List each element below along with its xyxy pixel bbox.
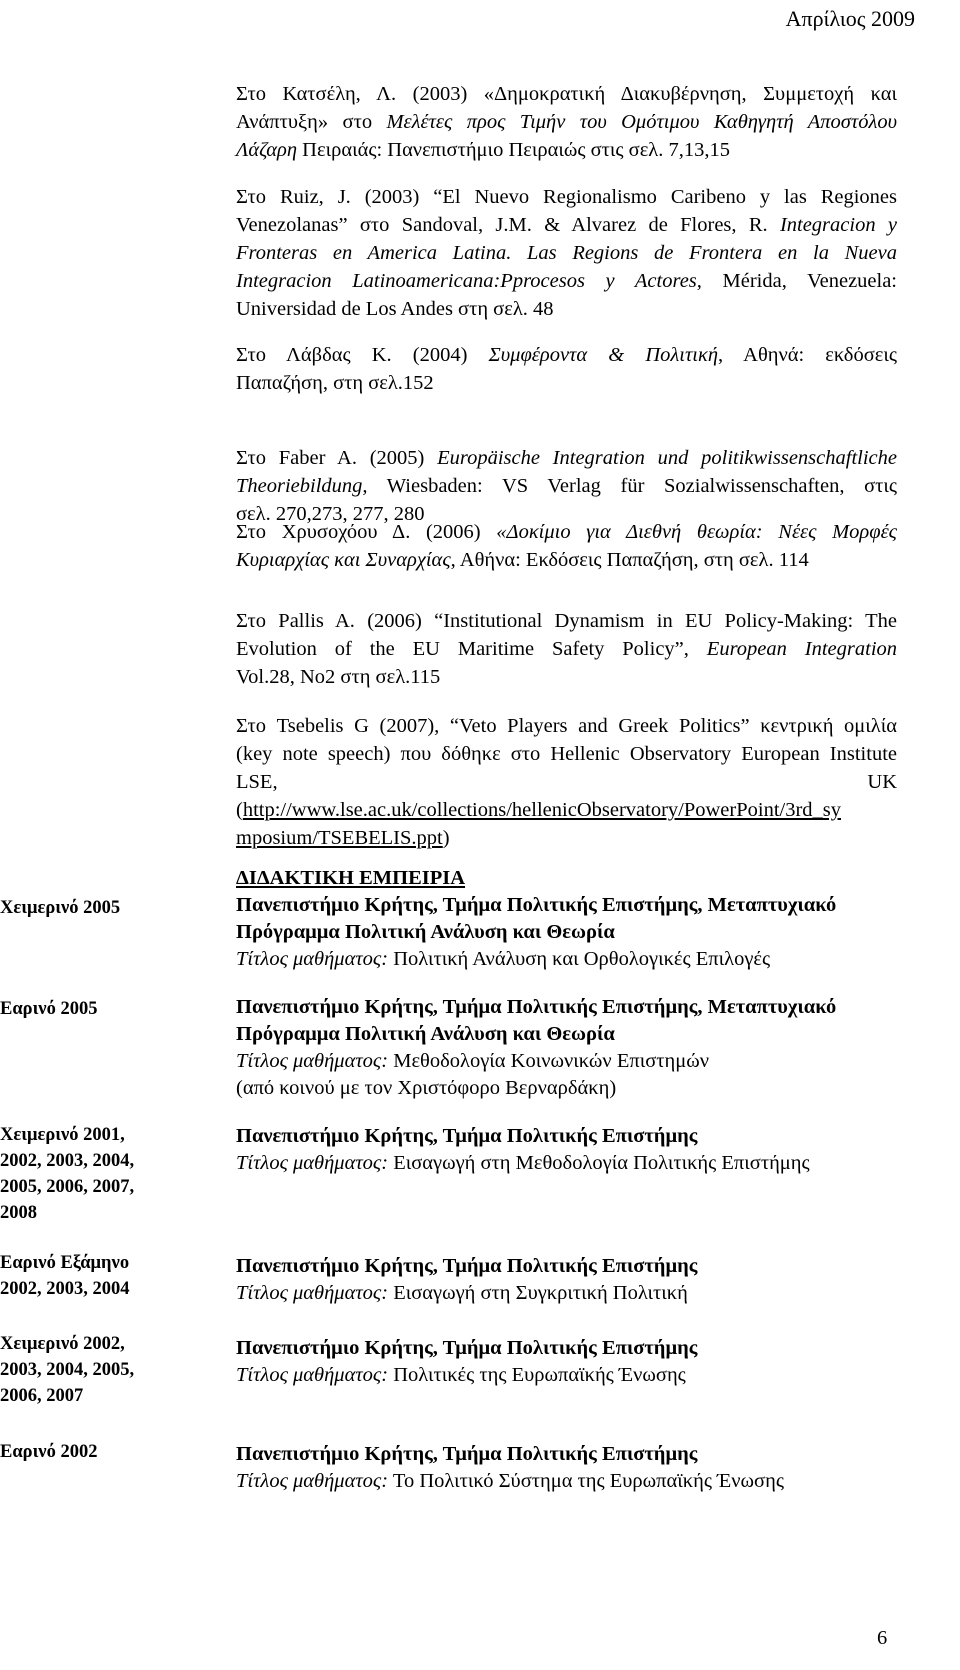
publication-line bbox=[236, 80, 897, 108]
publication-7 bbox=[236, 712, 897, 852]
page-number: 6 bbox=[877, 1627, 888, 1649]
reference-link[interactable]: http://www.lse.ac.uk/collections/hellenicObservatory/PowerPoint/3rd_sy bbox=[242, 799, 842, 821]
text-segment: Παπαζήση, στη σελ.152 bbox=[236, 372, 434, 394]
text-segment: (key note speech) που δόθηκε στο Hellenic Observatory European Institute bbox=[236, 743, 897, 765]
course-title: Μεθοδολογία Κοινωνικών Επιστημών bbox=[393, 1050, 709, 1072]
text-segment: Στο Λάβδας Κ. (2004) bbox=[236, 344, 489, 366]
term-line: 2008 bbox=[0, 1203, 37, 1223]
text-segment: Theoriebildung, bbox=[236, 475, 368, 497]
term-label bbox=[0, 895, 200, 921]
course-line bbox=[236, 1362, 697, 1389]
text-segment: Στο Pallis A. (2006) “Institutional Dynamism in EU Policy-Making: The bbox=[236, 610, 897, 632]
text-segment: Integracion Latinoamericana:Pprocesos y Actores, bbox=[236, 270, 702, 292]
term-line: Χειμερινό 2002, bbox=[0, 1334, 125, 1354]
term-line: 2002, 2003, 2004 bbox=[0, 1279, 130, 1299]
publication-line bbox=[236, 635, 897, 663]
publication-5 bbox=[236, 518, 897, 574]
course-details bbox=[236, 1123, 810, 1177]
publication-line bbox=[236, 444, 897, 472]
term-line: Χειμερινό 2005 bbox=[0, 898, 121, 918]
publication-line bbox=[236, 768, 897, 796]
text-segment: LSE, UK bbox=[236, 771, 897, 793]
text-segment: European Integration bbox=[706, 638, 898, 660]
course-line bbox=[236, 1075, 836, 1102]
publication-6 bbox=[236, 607, 897, 691]
text-segment: Wiesbaden: VS Verlag für Sozialwissenschaften, στις bbox=[367, 475, 897, 497]
publication-line bbox=[236, 796, 897, 824]
term-label bbox=[0, 1250, 200, 1302]
course-details bbox=[236, 994, 836, 1102]
publication-line bbox=[236, 740, 897, 768]
text-segment: , Αθήνα: Εκδόσεις Παπαζήση, στη σελ. 114 bbox=[450, 549, 809, 571]
institution-line: Πρόγραμμα Πολιτική Ανάλυση και Θεωρία bbox=[236, 921, 615, 943]
term-line: Εαρινό 2002 bbox=[0, 1442, 98, 1462]
publication-line bbox=[236, 472, 897, 500]
term-line: Εαρινό Εξάμηνο bbox=[0, 1253, 130, 1273]
text-segment: Venezolanas” στο Sandoval, J.M. & Alvarez de Flores, R. bbox=[236, 214, 780, 236]
term-line: 2003, 2004, 2005, bbox=[0, 1360, 135, 1380]
publication-2 bbox=[236, 183, 897, 323]
term-label bbox=[0, 1331, 200, 1409]
publication-line bbox=[236, 607, 897, 635]
course-title: (από κοινού με τον Χριστόφορο Βερναρδάκη) bbox=[236, 1077, 617, 1099]
course-title-prefix: Τίτλος μαθήματος: bbox=[236, 1050, 389, 1072]
text-segment: Στο Faber A. (2005) bbox=[236, 447, 438, 469]
text-segment: Vol.28, No2 στη σελ.115 bbox=[236, 666, 441, 688]
term-label bbox=[0, 1122, 200, 1226]
text-segment: Συμφέροντα & Πολιτική bbox=[488, 344, 719, 366]
publication-3 bbox=[236, 341, 897, 397]
course-title-prefix: Τίτλος μαθήματος: bbox=[236, 1470, 389, 1492]
text-segment: Στο Ruiz, J. (2003) “El Nuevo Regionalismo Caribeno y las Regiones bbox=[236, 186, 897, 208]
course-title: Εισαγωγή στη Μεθοδολογία Πολιτικής Επιστήμης bbox=[393, 1152, 810, 1174]
text-segment: Κυριαρχίας και Συναρχίας bbox=[236, 549, 451, 571]
header-date: Απρίλιος 2009 bbox=[785, 6, 915, 31]
term-line: 2002, 2003, 2004, bbox=[0, 1151, 135, 1171]
text-segment: Mérida, Venezuela: bbox=[701, 270, 898, 292]
text-segment: Europäische Integration und politikwissenschaftliche bbox=[437, 447, 897, 469]
publication-line bbox=[236, 183, 897, 211]
institution-line: Πανεπιστήμιο Κρήτης, Τμήμα Πολιτικής Επιστήμης bbox=[236, 1443, 698, 1465]
term-line: 2005, 2006, 2007, bbox=[0, 1177, 135, 1197]
publication-line bbox=[236, 369, 897, 397]
course-title-prefix: Τίτλος μαθήματος: bbox=[236, 1364, 389, 1386]
publication-line bbox=[236, 518, 897, 546]
term-line: 2006, 2007 bbox=[0, 1386, 84, 1406]
course-title-prefix: Τίτλος μαθήματος: bbox=[236, 948, 389, 970]
publication-line bbox=[236, 712, 897, 740]
text-segment: σελ. 270,273, 277, 280 bbox=[236, 503, 425, 525]
text-segment: Μελέτες προς Τιμήν του Ομότιμου Καθηγητή Αποστόλου bbox=[386, 111, 897, 133]
publication-4 bbox=[236, 444, 897, 528]
course-details bbox=[236, 1253, 697, 1307]
institution-line: Πανεπιστήμιο Κρήτης, Τμήμα Πολιτικής Επιστήμης bbox=[236, 1337, 698, 1359]
text-segment: Στο Χρυσοχόου Δ. (2006) bbox=[236, 521, 497, 543]
course-line bbox=[236, 1280, 697, 1307]
text-segment: Λάζαρη bbox=[236, 139, 298, 161]
text-segment: Στο Tsebelis G (2007), “Veto Players and Greek Politics” κεντρική ομιλία bbox=[236, 715, 897, 737]
course-title: Το Πολιτικό Σύστημα της Ευρωπαϊκής Ένωσης bbox=[392, 1470, 784, 1492]
course-title-prefix: Τίτλος μαθήματος: bbox=[236, 1152, 389, 1174]
publication-line bbox=[236, 267, 897, 295]
course-details bbox=[236, 1335, 697, 1389]
term-line: Χειμερινό 2001, bbox=[0, 1125, 125, 1145]
institution-line: Πανεπιστήμιο Κρήτης, Τμήμα Πολιτικής Επιστήμης, Μεταπτυχιακό bbox=[236, 894, 837, 916]
institution-line: Πανεπιστήμιο Κρήτης, Τμήμα Πολιτικής Επιστήμης bbox=[236, 1255, 698, 1277]
course-title: Πολιτική Ανάλυση και Ορθολογικές Επιλογές bbox=[393, 948, 771, 970]
text-segment: Ανάπτυξη» στο bbox=[236, 111, 387, 133]
publication-line bbox=[236, 239, 897, 267]
term-line: Εαρινό 2005 bbox=[0, 999, 98, 1019]
course-title: Εισαγωγή στη Συγκριτική Πολιτική bbox=[393, 1282, 688, 1304]
text-segment: ) bbox=[442, 827, 450, 849]
teaching-heading: ΔΙΔΑΚΤΙΚΗ ΕΜΠΕΙΡΙΑ bbox=[236, 867, 466, 889]
text-segment: «Δοκίμιο για Διεθνή θεωρία: Νέες Μορφές bbox=[496, 521, 897, 543]
term-label bbox=[0, 1439, 200, 1465]
text-segment: Evolution of the EU Maritime Safety Policy”, bbox=[236, 638, 707, 660]
text-segment: Integracion y bbox=[779, 214, 897, 236]
course-details bbox=[236, 892, 836, 973]
text-segment: Universidad de Los Andes στη σελ. 48 bbox=[236, 298, 554, 320]
institution-line: Πανεπιστήμιο Κρήτης, Τμήμα Πολιτικής Επιστήμης bbox=[236, 1125, 698, 1147]
text-segment: , Αθηνά: εκδόσεις bbox=[718, 344, 897, 366]
institution-line: Πανεπιστήμιο Κρήτης, Τμήμα Πολιτικής Επιστήμης, Μεταπτυχιακό bbox=[236, 996, 837, 1018]
text-segment: Fronteras en America Latina. Las Regions de Frontera en la Nueva bbox=[236, 242, 897, 264]
publication-line bbox=[236, 341, 897, 369]
text-segment: Πειραιάς: Πανεπιστήμιο Πειραιώς στις σελ. 7,13,15 bbox=[297, 139, 730, 161]
course-line bbox=[236, 1048, 836, 1075]
institution-line: Πρόγραμμα Πολιτική Ανάλυση και Θεωρία bbox=[236, 1023, 615, 1045]
publication-1 bbox=[236, 80, 897, 164]
course-details bbox=[236, 1441, 784, 1495]
text-segment: Στο Κατσέλη, Λ. (2003) «Δημοκρατική Διακυβέρνηση, Συμμετοχή και bbox=[236, 83, 897, 105]
publication-line bbox=[236, 546, 897, 574]
publication-line bbox=[236, 295, 897, 323]
course-line bbox=[236, 1150, 810, 1177]
reference-link[interactable]: mposium/TSEBELIS.ppt bbox=[236, 827, 443, 849]
publication-line bbox=[236, 824, 897, 852]
text-segment: ( bbox=[236, 799, 243, 821]
course-title-prefix: Τίτλος μαθήματος: bbox=[236, 1282, 389, 1304]
course-title: Πολιτικές της Ευρωπαϊκής Ένωσης bbox=[393, 1364, 686, 1386]
course-line bbox=[236, 946, 836, 973]
course-line bbox=[236, 1468, 784, 1495]
publication-line bbox=[236, 136, 897, 164]
publication-line bbox=[236, 663, 897, 691]
publication-line bbox=[236, 211, 897, 239]
term-label bbox=[0, 996, 200, 1022]
publication-line bbox=[236, 108, 897, 136]
